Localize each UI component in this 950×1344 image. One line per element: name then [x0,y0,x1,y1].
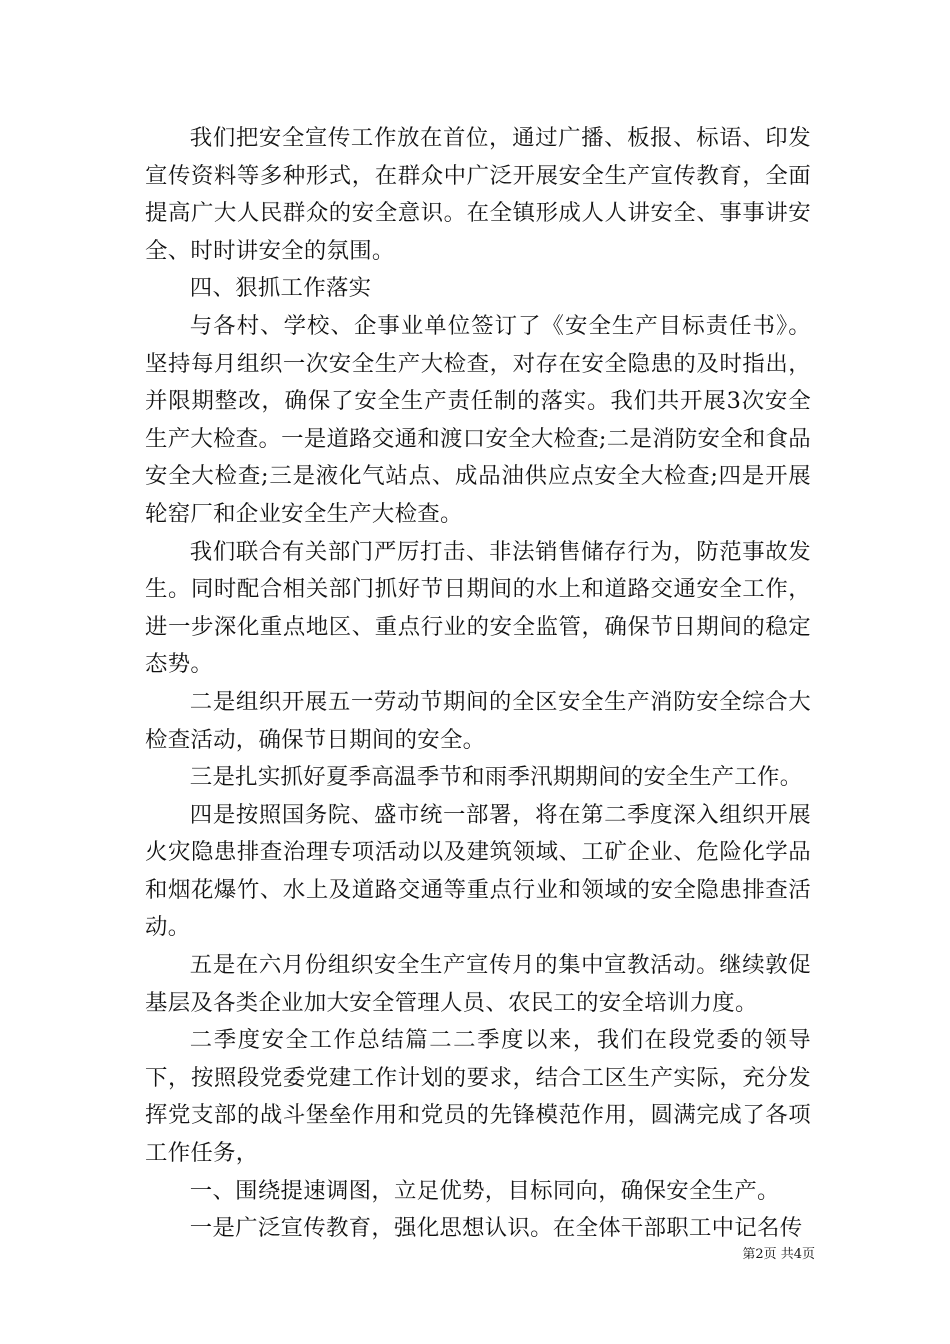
paragraph-publicity-education: 一是广泛宣传教育，强化思想认识。在全体干部职工中记名传 [189,1215,803,1242]
document-body [145,120,811,1248]
paragraph-safety-publicity: 我们把安全宣传工作放在首位，通过广播、板报、标语、印发宣传资料等多种形式，在群众中广泛开展安全生产宣传教育，全面提高广大人民群众的安全意识。在全镇形成人人讲安全、事事讲安全、时时讲安全的氛围。 [145,125,811,264]
paragraph-may-day-inspection: 二是组织开展五一劳动节期间的全区安全生产消防安全综合大检查活动，确保节日期间的安全。 [145,688,811,753]
section-heading-speedup: 一、围绕提速调图，立足优势，目标同向，确保安全生产。 [189,1177,780,1204]
paragraph-summary-part-two: 二季度安全工作总结篇二二季度以来，我们在段党委的领导下，按照段党委党建工作计划的要求，结合工区生产实际，充分发挥党支部的战斗堡垒作用和党员的先锋模范作用，圆满完成了各项工作任务， [145,1027,811,1167]
paragraph-hazard-investigation: 四是按照国务院、盛市统一部署，将在第二季度深入组织开展火灾隐患排查治理专项活动以及建筑领域、工矿企业、危险化学品和烟花爆竹、水上及道路交通等重点行业和领域的安全隐患排查活动。 [145,801,811,941]
paragraph-safety-month: 五是在六月份组织安全生产宣传月的集中宣教活动。继续敦促基层及各类企业加大安全管理人员、农民工的安全培训力度。 [145,952,811,1016]
paragraph-summer-flood-season: 三是扎实抓好夏季高温季节和雨季汛期期间的安全生产工作。 [189,764,803,791]
paragraph-responsibility-inspections: 与各村、学校、企事业单位签订了《安全生产目标责任书》。坚持每月组织一次安全生产大检查，对存在安全隐患的及时指出，并限期整改，确保了安全生产责任制的落实。我们共开展3次安全生产大检查。一是道路交通和渡口安全大检查;二是消防安全和食品安全大检查;三是液化气站点、成品油供应点安全大检查;四是开展轮窑厂和企业安全生产大检查。 [145,312,811,527]
section-heading-implementation: 四、狠抓工作落实 [189,275,372,302]
paragraph-joint-crackdown: 我们联合有关部门严厉打击、非法销售储存行为，防范事故发生。同时配合相关部门抓好节日期间的水上和道路交通安全工作，进一步深化重点地区、重点行业的安全监管，确保节日期间的稳定态势。 [145,538,811,678]
page-number-footer: 第2页 共4页 [742,1247,815,1262]
